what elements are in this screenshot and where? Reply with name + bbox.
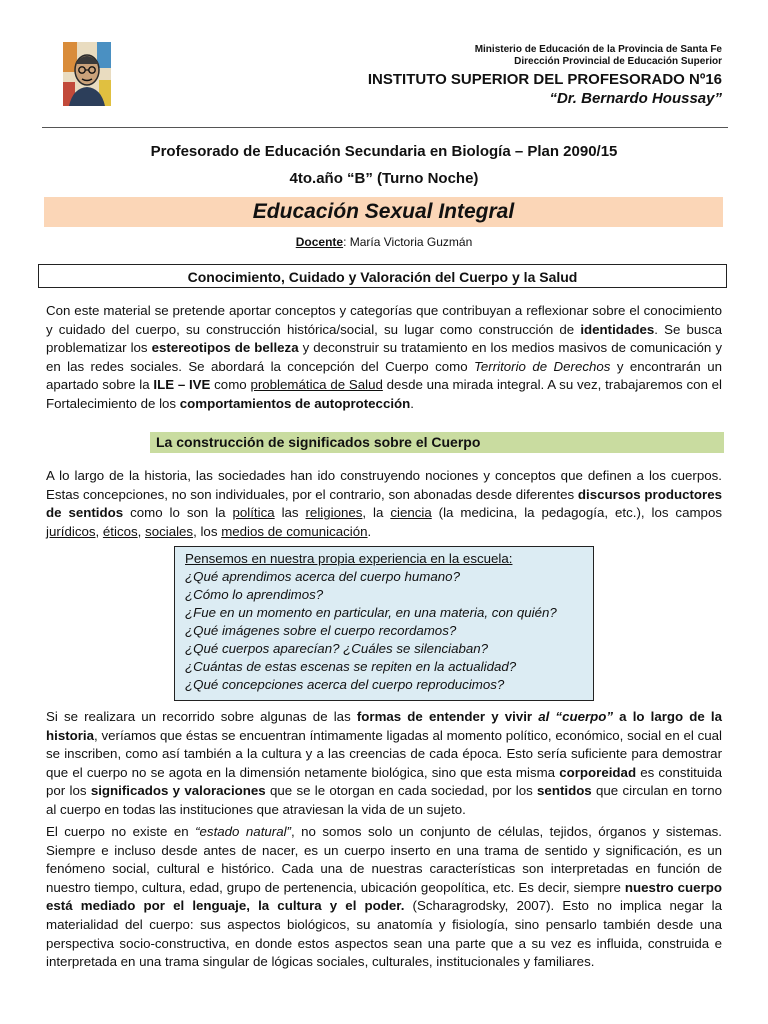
p3-bold-formas: formas de entender y vivir	[356, 709, 539, 724]
teacher-line	[40, 235, 728, 249]
p3-text-2: , veríamos que éstas se encuentran íntimamente ligadas al momento político, económico, social en el cual se inscriben, como así también a la cultura y a las creencias de cada época. Esto sería suficiente para demostrar que el cuerpo no se agota en la dimensión netamente biológica, sino que esta misma	[46, 727, 722, 780]
question-item: ¿Cómo lo aprendimos?	[185, 587, 324, 602]
p4-text-2: , no somos solo un conjunto de células, tejidos, órganos y sistemas. Siempre e incluso desde antes de nacer, es un cuerpo inserto en una trama de sentido y significación, es un fenómeno social, cultural e histórico. Cada una de nuestras características son interpretadas en función de nuestro tiempo, cultura, edad, grupo de pertenencia, ubicación geopolítica, etc. Es decir, siempre	[46, 824, 722, 895]
subject-title-bar	[44, 197, 723, 227]
intro-paragraph	[46, 302, 722, 414]
p2-text-5: (la medicina, la pedagogía, etc.), los campos	[431, 505, 722, 521]
intro-text-5: como	[210, 377, 251, 393]
p4-bold-mediado: nuestro cuerpo está mediado por el lenguaje, la cultura y el poder.	[46, 879, 722, 914]
p2-text-3: las	[274, 505, 306, 521]
p2-text-4: , la	[362, 505, 391, 521]
p2-underline-eticos: éticos	[102, 523, 138, 539]
ministry-text: Ministerio de Educación de la Provincia de Santa Fe	[474, 44, 722, 55]
portrait-logo-icon	[63, 42, 111, 106]
history-paragraph	[46, 467, 722, 541]
p3-bold-sentidos: sentidos	[537, 783, 592, 799]
intro-underline-salud: problemática de Salud	[250, 377, 383, 393]
p2-text-6: ,	[95, 523, 103, 539]
reflection-questions-box	[174, 546, 594, 701]
p4-text-1: El cuerpo no existe en	[46, 824, 196, 839]
question-item: ¿Qué cuerpos aparecían? ¿Cuáles se silenciaban?	[185, 641, 489, 656]
p2-underline-politica: política	[232, 505, 275, 521]
p3-text-1: Si se realizara un recorrido sobre algunas de las	[46, 709, 357, 724]
intro-bold-autoproteccion: comportamientos de autoprotección	[179, 395, 411, 411]
p2-bold-discursos: discursos productores de sentidos	[46, 486, 722, 521]
p3-bold-significados: significados y valoraciones	[90, 783, 266, 799]
intro-text-4: y encontrarán un apartado sobre la	[46, 358, 722, 393]
institute-title: INSTITUTO SUPERIOR DEL PROFESORADO Nº16	[367, 71, 722, 88]
teacher-label-sep: :	[343, 235, 347, 249]
p2-text-7: ,	[137, 523, 146, 539]
p3-bold-italic-cuerpo: al “cuerpo”	[538, 709, 614, 724]
intro-bold-ile-ive: ILE – IVE	[153, 377, 211, 393]
header-divider	[42, 127, 728, 128]
p2-underline-medios: medios de comunicación	[221, 523, 368, 539]
p2-text-8: , los	[193, 523, 222, 539]
subject-title: Educación Sexual Integral	[252, 200, 515, 223]
unit-title-box: Conocimiento, Cuidado y Valoración del Cuerpo y la Salud	[38, 264, 727, 288]
intro-bold-identidades: identidades	[580, 321, 655, 337]
question-item: ¿Cuántas de estas escenas se repiten en la actualidad?	[185, 659, 517, 674]
intro-text-3: y deconstruir su tratamiento en los medios masivos de comunicación y en las redes sociales. Se abordará la concepción del Cuerpo como	[46, 340, 722, 374]
intro-text-6: desde una mirada integral. A su vez, trabajaremos con el Fortalecimiento de los	[46, 377, 723, 411]
intro-italic-territorio: Territorio de Derechos	[473, 358, 611, 374]
p2-text-2: como lo son la	[123, 505, 233, 521]
program-title: Profesorado de Educación Secundaria en Biología – Plan 2090/15	[150, 143, 618, 160]
p2-underline-religiones: religiones	[305, 505, 363, 521]
forms-paragraph	[46, 708, 722, 820]
p4-text-3: (Scharagrodsky, 2007). Esto no implica negar la materialidad del cuerpo: sus aspectos biológicos, su anatomía y fisiología, sino pensarlo también desde una perspectiva socio-constructiva, en donde estos aspectos sean una parte que a su vez es influida, construida e interpretada en una trama singular de lógicas sociales, culturales, institucionales y familiares.	[46, 898, 722, 970]
teacher-label: Docente	[295, 235, 344, 249]
p3-bold-historia: a lo largo de la historia	[46, 709, 722, 743]
p3-text-3: es constituida por los	[46, 764, 722, 799]
intro-text-1: Con este material se pretende aportar conceptos y categorías que contribuyan a reflexionar sobre el conocimiento y cuidado del cuerpo, su construcción histórica/social, su lugar como construcción de	[46, 303, 722, 337]
p2-underline-juridicos: jurídicos	[46, 523, 96, 539]
intro-text-7: .	[410, 395, 414, 411]
teacher-name: María Victoria Guzmán	[346, 235, 473, 249]
p3-text-5: que circulan en torno al cuerpo en todas las instituciones que atraviesan la vida de un sujeto.	[46, 783, 722, 817]
p3-text-4: que se le otorgan en cada sociedad, por los	[265, 783, 538, 799]
p2-underline-sociales: sociales	[145, 523, 194, 539]
question-item: ¿Qué concepciones acerca del cuerpo reproducimos?	[185, 677, 505, 692]
intro-text-2: . Se busca problematizar los	[46, 321, 722, 356]
p3-bold-corporeidad: corporeidad	[559, 764, 637, 780]
section-heading: La construcción de significados sobre el Cuerpo	[150, 432, 724, 453]
question-item: ¿Qué imágenes sobre el cuerpo recordamos?	[185, 623, 457, 638]
p2-underline-ciencia: ciencia	[390, 505, 432, 521]
question-item: ¿Qué aprendimos acerca del cuerpo humano?	[185, 569, 460, 584]
p2-text-9: .	[367, 523, 372, 539]
natural-state-paragraph	[46, 823, 722, 972]
question-item: ¿Fue en un momento en particular, en una materia, con quién?	[185, 605, 557, 620]
institution-header	[368, 44, 722, 108]
questions-title: Pensemos en nuestra propia experiencia en la escuela:	[185, 551, 513, 566]
direction-text: Dirección Provincial de Educación Superior	[514, 56, 722, 67]
p4-italic-estado-natural: “estado natural”	[195, 824, 291, 839]
intro-bold-estereotipos: estereotipos de belleza	[151, 340, 299, 356]
institute-name: “Dr. Bernardo Houssay”	[549, 90, 722, 107]
course-year: 4to.año “B” (Turno Noche)	[289, 170, 479, 187]
p2-text-1: A lo largo de la historia, las sociedades han ido construyendo nociones y conceptos que definen a los cuerpos. Estas concepciones, no son individuales, por el contrario, son abonadas desde diferentes	[46, 468, 722, 502]
